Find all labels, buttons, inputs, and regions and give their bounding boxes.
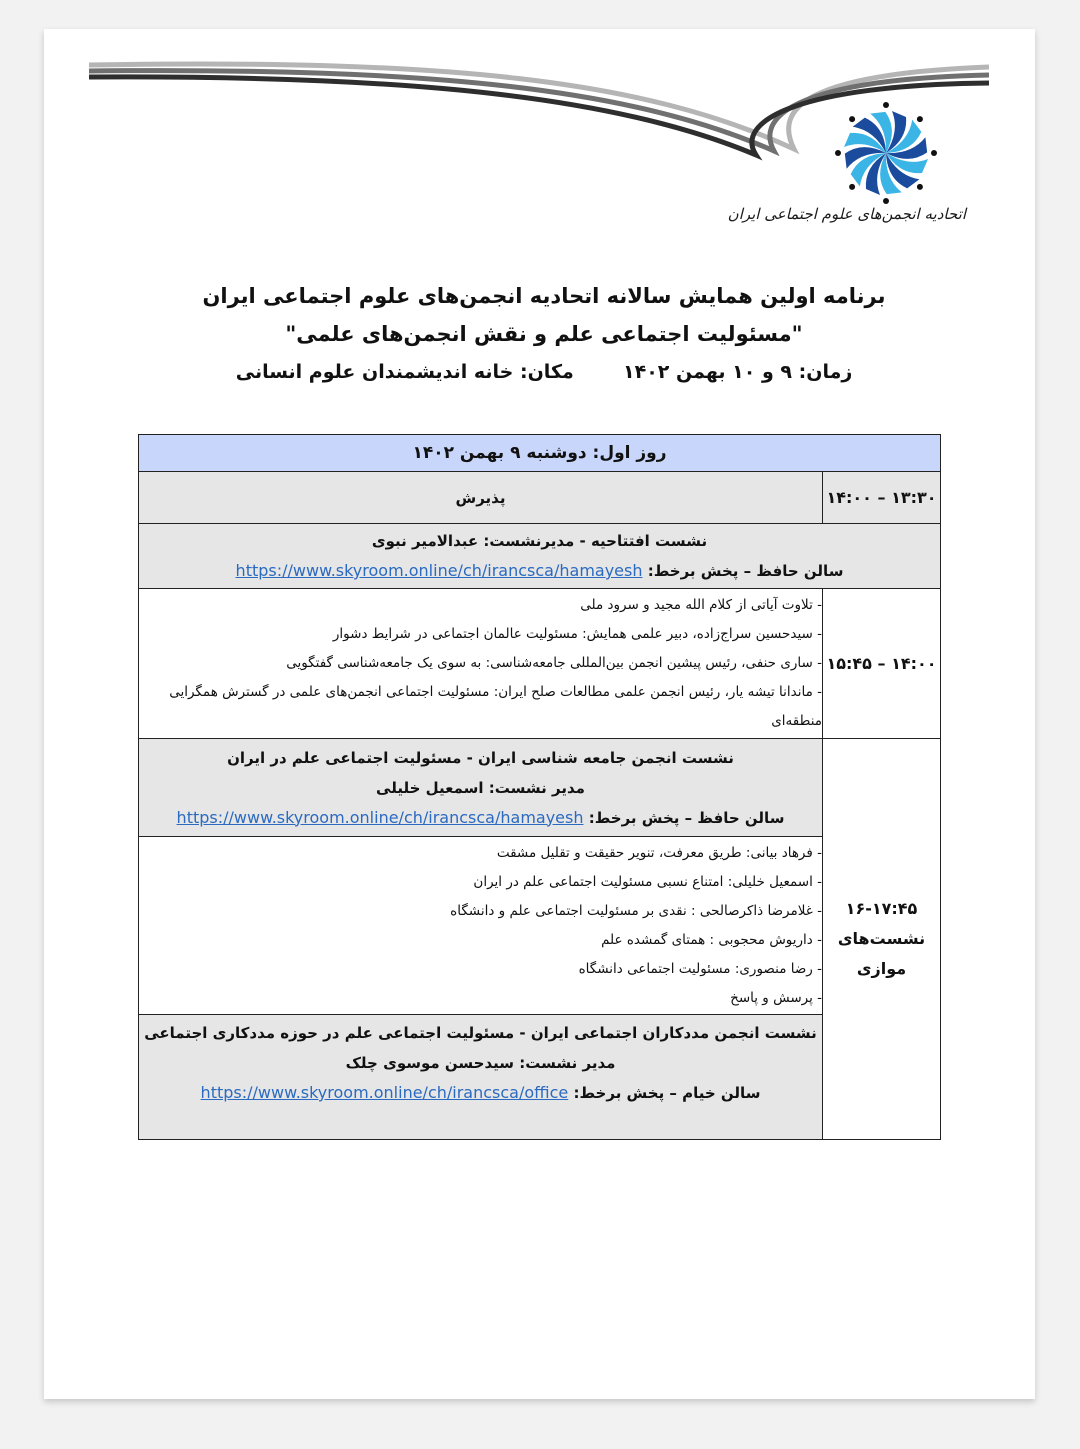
hall-label: سالن حافظ – پخش برخط: xyxy=(588,808,785,827)
table-row xyxy=(139,837,941,1015)
rosette-dot xyxy=(917,116,923,122)
list-item: - اسمعیل خلیلی: امتناع نسبی مسئولیت اجتماعی علم در ایران xyxy=(473,873,822,890)
session1-header-cell xyxy=(139,739,823,837)
document-page xyxy=(44,29,1035,1399)
list-item: - داریوش محجوبی : همتای گمشده علم xyxy=(601,931,822,948)
rosette-dot xyxy=(849,116,855,122)
hall-label: سالن خیام – پخش برخط: xyxy=(573,1084,761,1102)
session2-header-cell xyxy=(139,1015,823,1140)
hall-label: سالن حافظ – پخش برخط: xyxy=(647,562,844,580)
reception-label: پذیرش xyxy=(455,488,506,507)
stream-link[interactable]: https://www.skyroom.online/ch/irancsca/hamayesh xyxy=(235,561,643,580)
opening-session-hall xyxy=(139,556,940,586)
parallel-label-1: نشست‌های xyxy=(837,929,926,948)
program-meta xyxy=(194,353,894,391)
session1-hall xyxy=(139,803,822,833)
list-item: - رضا منصوری: مسئولیت اجتماعی دانشگاه xyxy=(578,960,822,977)
day-header: روز اول: دوشنبه ۹ بهمن ۱۴۰۲ xyxy=(139,435,941,472)
opening-session-title: نشست افتتاحیه - مدیرنشست: عبدالامیر نبوی xyxy=(371,532,708,550)
table-row xyxy=(139,472,941,524)
session1-program-list xyxy=(139,837,823,1015)
organization-logo xyxy=(727,101,966,241)
rosette-dot xyxy=(917,184,923,190)
rosette-dot xyxy=(883,102,889,108)
table-row xyxy=(139,1015,941,1140)
time-range: ۱۶-۱۷:۴۵ xyxy=(845,899,918,918)
session1-chair: مدیر نشست: اسمعیل خلیلی xyxy=(376,778,585,797)
session2-hall xyxy=(139,1078,822,1108)
time-cell xyxy=(823,472,941,524)
program-theme: "مسئولیت اجتماعی علم و نقش انجمن‌های علمی" xyxy=(285,322,803,346)
session1-title: نشست انجمن جامعه شناسی ایران - مسئولیت اجتماعی علم در ایران xyxy=(227,748,734,767)
rosette-icon xyxy=(806,101,966,205)
time-range: ۱۳:۳۰ – ۱۴:۰۰ xyxy=(826,487,937,507)
reception-cell xyxy=(139,472,823,524)
program-title: برنامه اولین همایش سالانه اتحادیه انجمن‌های علوم اجتماعی ایران xyxy=(202,284,886,308)
rosette-dot xyxy=(835,150,841,156)
rosette-dot xyxy=(931,150,937,156)
time-range: ۱۴:۰۰ – ۱۵:۴۵ xyxy=(826,653,937,673)
stream-link[interactable]: https://www.skyroom.online/ch/irancsca/office xyxy=(200,1083,569,1102)
list-item: - غلامرضا ذاکرصالحی : نقدی بر مسئولیت اجتماعی علم و دانشگاه xyxy=(450,902,822,919)
table-row xyxy=(139,739,941,837)
list-item: - پرسش و پاسخ xyxy=(730,989,822,1006)
session2-title: نشست انجمن مددکاران اجتماعی ایران - مسئولیت اجتماعی علم در حوزه مددکاری اجتماعی xyxy=(144,1024,817,1042)
day-header-row xyxy=(139,435,941,472)
parallel-label-2: موازی xyxy=(856,959,907,978)
list-item: - تلاوت آیاتی از کلام الله مجید و سرود ملی xyxy=(580,597,822,613)
rosette-dot xyxy=(849,184,855,190)
table-row xyxy=(139,589,941,739)
list-item: - ساری حنفی، رئیس پیشین انجمن بین‌المللی جامعه‌شناسی: به سوی یک جامعه‌شناسی گفتگویی xyxy=(286,655,822,671)
list-item: - فرهاد بیانی: طریق معرفت، تنویر حقیقت و تقلیل مشقت xyxy=(496,844,822,861)
time-cell xyxy=(823,589,941,739)
rosette-dot xyxy=(883,198,889,204)
logo-wordmark: اتحادیه انجمن‌های علوم اجتماعی ایران xyxy=(727,205,966,223)
program-date: زمان: ۹ و ۱۰ بهمن ۱۴۰۲ xyxy=(623,361,853,383)
session2-chair: مدیر نشست: سیدحسن موسوی چلک xyxy=(345,1054,616,1072)
opening-session-cell xyxy=(139,524,941,589)
schedule-table xyxy=(138,434,941,1140)
time-cell xyxy=(823,739,941,1140)
table-row xyxy=(139,524,941,589)
stream-link[interactable]: https://www.skyroom.online/ch/irancsca/hamayesh xyxy=(176,807,584,827)
list-item: - سیدحسین سراج‌زاده، دبیر علمی همایش: مسئولیت عالمان اجتماعی در شرایط دشوار xyxy=(332,626,822,642)
opening-program-list xyxy=(139,589,823,739)
list-item: - ماندانا تیشه یار، رئیس انجمن علمی مطالعات صلح ایران: مسئولیت اجتماعی انجمن‌های علمی در گسترش همگرایی منطقه‌ای xyxy=(169,684,822,729)
program-header xyxy=(194,277,894,391)
program-venue: مکان: خانه اندیشمندان علوم انسانی xyxy=(235,361,574,383)
